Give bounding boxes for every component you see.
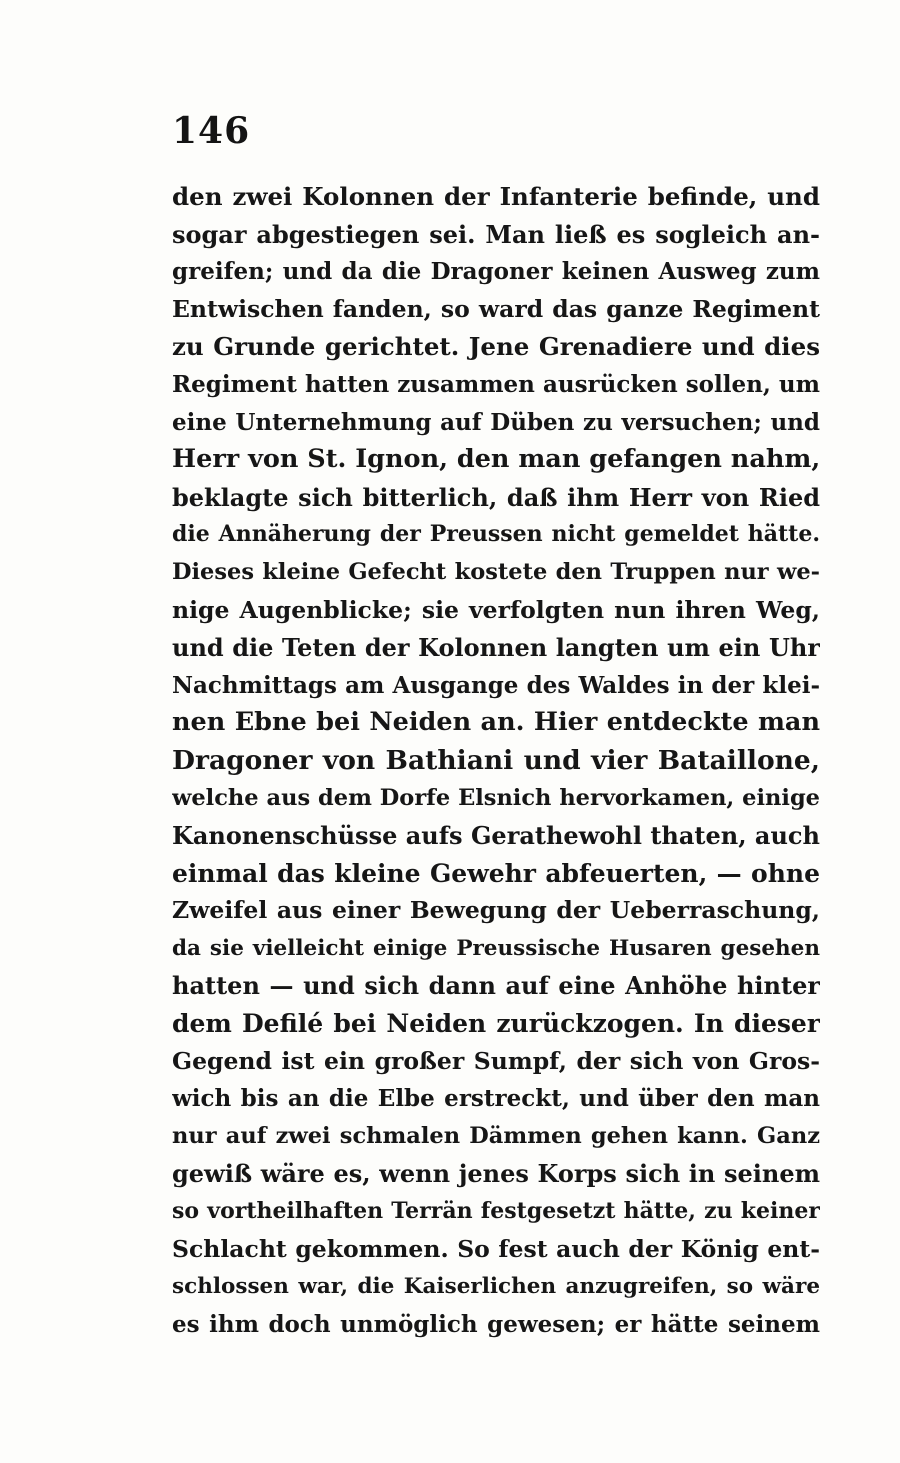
text-line: die Annäherung der Preussen nicht gemeldet hätte. (172, 521, 820, 548)
text-line: den zwei Kolonnen der Infanterie befinde, und (172, 182, 820, 211)
text-line: Schlacht gekommen. So fest auch der König ent- (172, 1234, 820, 1263)
text-line: nur auf zwei schmalen Dämmen gehen kann. Ganz (172, 1122, 820, 1149)
text-line: hatten — und sich dann auf eine Anhöhe hinter (172, 971, 820, 1001)
text-line: da sie vielleicht einige Preussische Husaren gesehen (172, 935, 820, 961)
text-line: es ihm doch unmöglich gewesen; er hätte seinem (172, 1310, 820, 1338)
text-line: Herr von St. Ignon, den man gefangen nahm, (172, 444, 820, 475)
text-line: Kanonenschüsse aufs Gerathewohl thaten, auch (172, 821, 820, 851)
text-line: Dieses kleine Gefecht kostete den Truppen nur we- (172, 558, 820, 585)
text-line: nen Ebne bei Neiden an. Hier entdeckte man (172, 707, 820, 738)
text-line: dem Defilé bei Neiden zurückzogen. In dieser (172, 1009, 820, 1039)
text-line: Dragoner von Bathiani und vier Bataillone, (172, 744, 820, 776)
text-line: Gegend ist ein großer Sumpf, der sich von Gros- (172, 1046, 820, 1075)
text-line: schlossen war, die Kaiserlichen anzugreifen, so wäre (172, 1274, 820, 1300)
text-line: sogar abgestiegen sei. Man ließ es sogleich an- (172, 219, 820, 249)
text-line: gewiß wäre es, wenn jenes Korps sich in seinem (172, 1159, 820, 1189)
text-line: welche aus dem Dorfe Elsnich hervorkamen, einige (172, 784, 820, 811)
text-line: so vortheilhaften Terrän festgesetzt hätte, zu keiner (172, 1198, 820, 1225)
body-text (172, 178, 820, 1343)
text-line: einmal das kleine Gewehr abfeuerten, — ohne (172, 858, 820, 888)
text-line: und die Teten der Kolonnen langten um ein Uhr (172, 633, 820, 663)
text-line: Zweifel aus einer Bewegung der Ueberraschung, (172, 896, 820, 925)
text-line: wich bis an die Elbe erstreckt, und über den man (172, 1085, 820, 1113)
text-line: nige Augenblicke; sie verfolgten nun ihren Weg, (172, 595, 820, 624)
text-line: beklagte sich bitterlich, daß ihm Herr von Ried (172, 482, 820, 512)
text-line: zu Grunde gerichtet. Jene Grenadiere und dies (172, 332, 820, 362)
text-line: Regiment hatten zusammen ausrücken sollen, um (172, 370, 820, 398)
text-line: greifen; und da die Dragoner keinen Ausweg zum (172, 258, 820, 286)
text-line: eine Unternehmung auf Düben zu versuchen; und (172, 408, 820, 436)
text-line: Entwischen fanden, so ward das ganze Regiment (172, 294, 820, 323)
text-line: Nachmittags am Ausgange des Waldes in der klei- (172, 671, 820, 699)
page-number: 146 (172, 110, 251, 152)
